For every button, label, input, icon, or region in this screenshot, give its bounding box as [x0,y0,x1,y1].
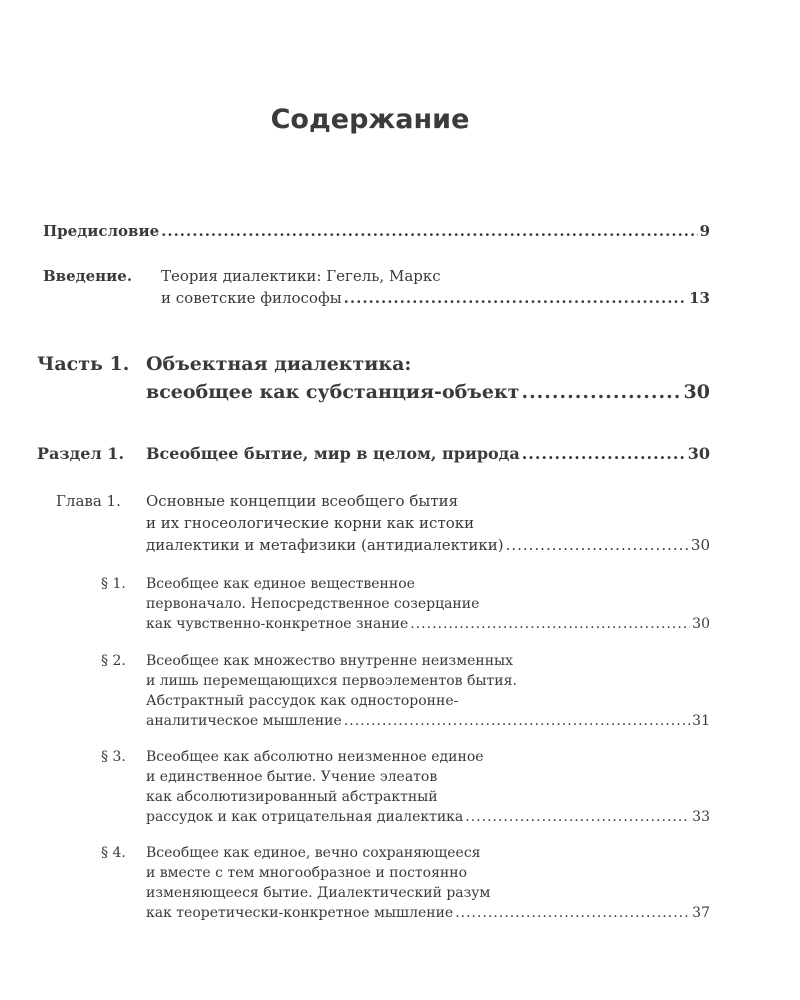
dot-leader [410,614,690,634]
entry-label: § 4. [101,845,126,861]
dot-leader [465,807,690,827]
entry-title-line: Всеобщее как единое вещественное [146,576,415,592]
entry-label: Часть 1. [37,353,130,375]
entry-title-line: первоначало. Непосредственное созерцание [146,596,480,612]
entry-title-line: Объектная диалектика: [146,353,412,375]
entry-title-line: и вместе с тем многообразное и постоянно [146,865,468,881]
entry-title-line: и единственное бытие. Учение элеатов [146,769,438,785]
page-title: Содержание [270,104,470,135]
page-number: 31 [692,713,710,729]
dot-leader [522,443,686,465]
entry-label: § 1. [101,576,126,592]
dot-leader [161,220,697,242]
entry-title-line: Теория диалектики: Гегель, Маркс [161,267,441,285]
dot-leader [506,534,689,556]
dot-leader [344,711,690,731]
page-number: 33 [692,809,710,825]
entry-title-line: Всеобщее как единое, вечно сохраняющееся [146,845,481,861]
entry-label: § 3. [101,749,126,765]
entry-label: Глава 1. [56,492,121,510]
entry-title-line: всеобщее как субстанция-объект [146,381,520,403]
entry-title-line: изменяющееся бытие. Диалектический разум [146,885,491,901]
page-number: 13 [689,289,710,307]
page-number: 30 [683,381,710,403]
entry-label: Введение. [43,267,133,285]
page-number: 30 [692,616,710,632]
entry-title: Предисловие [43,222,160,240]
entry-label: Раздел 1. [37,444,125,463]
entry-title-line: рассудок и как отрицательная диалектика [146,809,464,825]
entry-title-line: Всеобщее как абсолютно неизменное единое [146,749,484,765]
entry-title-line: как абсолютизированный абстрактный [146,789,438,805]
entry-title-line: Основные концепции всеобщего бытия [146,492,459,510]
entry-title-line: как чувственно-конкретное знание [146,616,409,632]
page-number: 30 [687,444,710,463]
entry-title-line: и советские философы [161,289,342,307]
entry-title-line: и лишь перемещающихся первоэлементов бытия. [146,673,517,689]
entry-title-line: Всеобщее бытие, мир в целом, природа [146,444,520,463]
entry-title-line: аналитическое мышление [146,713,342,729]
dot-leader [344,287,687,309]
entry-title-line: Всеобщее как множество внутренне неизменных [146,653,514,669]
entry-title-line: диалектики и метафизики (антидиалектики) [146,536,504,554]
entry-title-line: и их гносеологические корни как истоки [146,514,475,532]
dot-leader [521,378,681,406]
entry-label: § 2. [101,653,126,669]
entry-title-line: как теоретически-конкретное мышление [146,905,454,921]
entry-title-line: Абстрактный рассудок как односторонне- [146,693,459,709]
page-number: 37 [692,905,710,921]
page-number: 30 [690,536,710,554]
page-number: 9 [699,222,710,240]
dot-leader [455,903,690,923]
